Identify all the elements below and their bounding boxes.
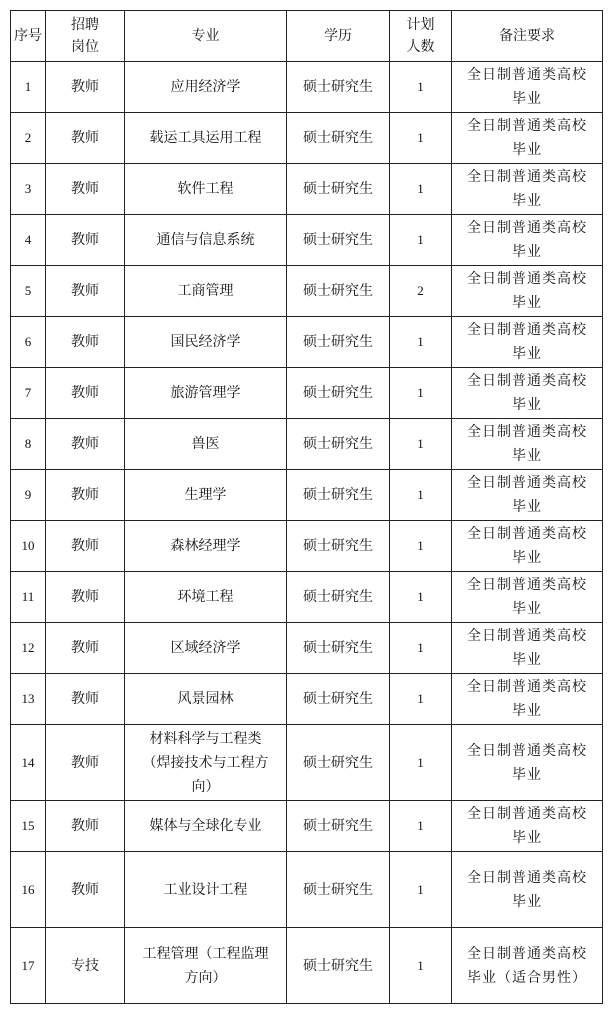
cell-post: 教师 [46, 572, 125, 623]
table-row [11, 266, 603, 317]
cell-count: 1 [390, 419, 452, 470]
cell-major: 风景园林 [125, 674, 287, 725]
cell-note: 全日制普通类高校毕业 [452, 164, 603, 215]
cell-education: 硕士研究生 [287, 62, 390, 113]
cell-major: 生理学 [125, 470, 287, 521]
table-row [11, 215, 603, 266]
cell-post: 教师 [46, 368, 125, 419]
cell-major: 工程管理（工程监理方向） [125, 928, 287, 1004]
table-row [11, 368, 603, 419]
header-row [11, 11, 603, 62]
cell-note: 全日制普通类高校毕业 [452, 623, 603, 674]
cell-post: 教师 [46, 164, 125, 215]
cell-education: 硕士研究生 [287, 266, 390, 317]
header-major: 专业 [125, 11, 287, 62]
header-education: 学历 [287, 11, 390, 62]
cell-post: 教师 [46, 801, 125, 852]
cell-no: 2 [11, 113, 46, 164]
cell-education: 硕士研究生 [287, 317, 390, 368]
cell-post: 教师 [46, 62, 125, 113]
table-row [11, 419, 603, 470]
cell-no: 4 [11, 215, 46, 266]
cell-count: 1 [390, 521, 452, 572]
table-row [11, 928, 603, 1004]
cell-education: 硕士研究生 [287, 852, 390, 928]
cell-no: 13 [11, 674, 46, 725]
cell-major: 国民经济学 [125, 317, 287, 368]
cell-count: 1 [390, 674, 452, 725]
cell-no: 8 [11, 419, 46, 470]
cell-count: 1 [390, 368, 452, 419]
header-post: 招聘岗位 [46, 11, 125, 62]
cell-note: 全日制普通类高校毕业 [452, 852, 603, 928]
header-no: 序号 [11, 11, 46, 62]
cell-education: 硕士研究生 [287, 215, 390, 266]
cell-note: 全日制普通类高校毕业 [452, 62, 603, 113]
cell-post: 教师 [46, 470, 125, 521]
cell-education: 硕士研究生 [287, 419, 390, 470]
cell-note: 全日制普通类高校毕业 [452, 470, 603, 521]
cell-no: 14 [11, 725, 46, 801]
table-row [11, 725, 603, 801]
cell-no: 7 [11, 368, 46, 419]
cell-no: 5 [11, 266, 46, 317]
cell-post: 教师 [46, 215, 125, 266]
cell-education: 硕士研究生 [287, 674, 390, 725]
recruitment-table [10, 10, 603, 1004]
cell-post: 教师 [46, 113, 125, 164]
cell-education: 硕士研究生 [287, 113, 390, 164]
table-row [11, 62, 603, 113]
cell-note: 全日制普通类高校毕业 [452, 725, 603, 801]
cell-note: 全日制普通类高校毕业 [452, 266, 603, 317]
table-row [11, 113, 603, 164]
cell-note: 全日制普通类高校毕业 [452, 215, 603, 266]
cell-post: 教师 [46, 852, 125, 928]
cell-education: 硕士研究生 [287, 368, 390, 419]
table-row [11, 317, 603, 368]
cell-education: 硕士研究生 [287, 801, 390, 852]
cell-major: 工商管理 [125, 266, 287, 317]
table-row [11, 572, 603, 623]
cell-note: 全日制普通类高校毕业 [452, 572, 603, 623]
cell-count: 1 [390, 852, 452, 928]
cell-major: 工业设计工程 [125, 852, 287, 928]
cell-count: 1 [390, 572, 452, 623]
cell-post: 教师 [46, 317, 125, 368]
header-count: 计划人数 [390, 11, 452, 62]
cell-major: 环境工程 [125, 572, 287, 623]
cell-post: 教师 [46, 521, 125, 572]
cell-education: 硕士研究生 [287, 470, 390, 521]
cell-note: 全日制普通类高校毕业（适合男性） [452, 928, 603, 1004]
table-row [11, 623, 603, 674]
cell-no: 1 [11, 62, 46, 113]
cell-education: 硕士研究生 [287, 521, 390, 572]
cell-count: 1 [390, 470, 452, 521]
cell-count: 1 [390, 725, 452, 801]
table-body [11, 62, 603, 1004]
cell-post: 教师 [46, 266, 125, 317]
cell-no: 3 [11, 164, 46, 215]
cell-count: 1 [390, 62, 452, 113]
cell-education: 硕士研究生 [287, 164, 390, 215]
cell-education: 硕士研究生 [287, 928, 390, 1004]
cell-major: 区域经济学 [125, 623, 287, 674]
cell-count: 1 [390, 317, 452, 368]
cell-major: 森林经理学 [125, 521, 287, 572]
cell-note: 全日制普通类高校毕业 [452, 113, 603, 164]
table-row [11, 852, 603, 928]
cell-count: 2 [390, 266, 452, 317]
cell-count: 1 [390, 801, 452, 852]
cell-post: 教师 [46, 725, 125, 801]
cell-no: 12 [11, 623, 46, 674]
cell-education: 硕士研究生 [287, 623, 390, 674]
cell-note: 全日制普通类高校毕业 [452, 419, 603, 470]
cell-post: 专技 [46, 928, 125, 1004]
cell-major: 应用经济学 [125, 62, 287, 113]
cell-note: 全日制普通类高校毕业 [452, 521, 603, 572]
cell-major: 兽医 [125, 419, 287, 470]
header-note: 备注要求 [452, 11, 603, 62]
cell-major: 软件工程 [125, 164, 287, 215]
table-row [11, 801, 603, 852]
table-row [11, 674, 603, 725]
table-row [11, 521, 603, 572]
cell-major: 旅游管理学 [125, 368, 287, 419]
cell-no: 6 [11, 317, 46, 368]
table-row [11, 164, 603, 215]
cell-major: 材料科学与工程类（焊接技术与工程方向） [125, 725, 287, 801]
cell-count: 1 [390, 928, 452, 1004]
cell-note: 全日制普通类高校毕业 [452, 368, 603, 419]
cell-no: 15 [11, 801, 46, 852]
cell-note: 全日制普通类高校毕业 [452, 801, 603, 852]
cell-note: 全日制普通类高校毕业 [452, 674, 603, 725]
cell-major: 媒体与全球化专业 [125, 801, 287, 852]
cell-no: 11 [11, 572, 46, 623]
cell-major: 载运工具运用工程 [125, 113, 287, 164]
cell-no: 9 [11, 470, 46, 521]
cell-no: 16 [11, 852, 46, 928]
cell-education: 硕士研究生 [287, 725, 390, 801]
cell-note: 全日制普通类高校毕业 [452, 317, 603, 368]
cell-post: 教师 [46, 623, 125, 674]
cell-no: 10 [11, 521, 46, 572]
cell-education: 硕士研究生 [287, 572, 390, 623]
cell-major: 通信与信息系统 [125, 215, 287, 266]
cell-no: 17 [11, 928, 46, 1004]
cell-count: 1 [390, 164, 452, 215]
cell-count: 1 [390, 623, 452, 674]
cell-count: 1 [390, 215, 452, 266]
cell-count: 1 [390, 113, 452, 164]
cell-post: 教师 [46, 674, 125, 725]
cell-post: 教师 [46, 419, 125, 470]
table-row [11, 470, 603, 521]
